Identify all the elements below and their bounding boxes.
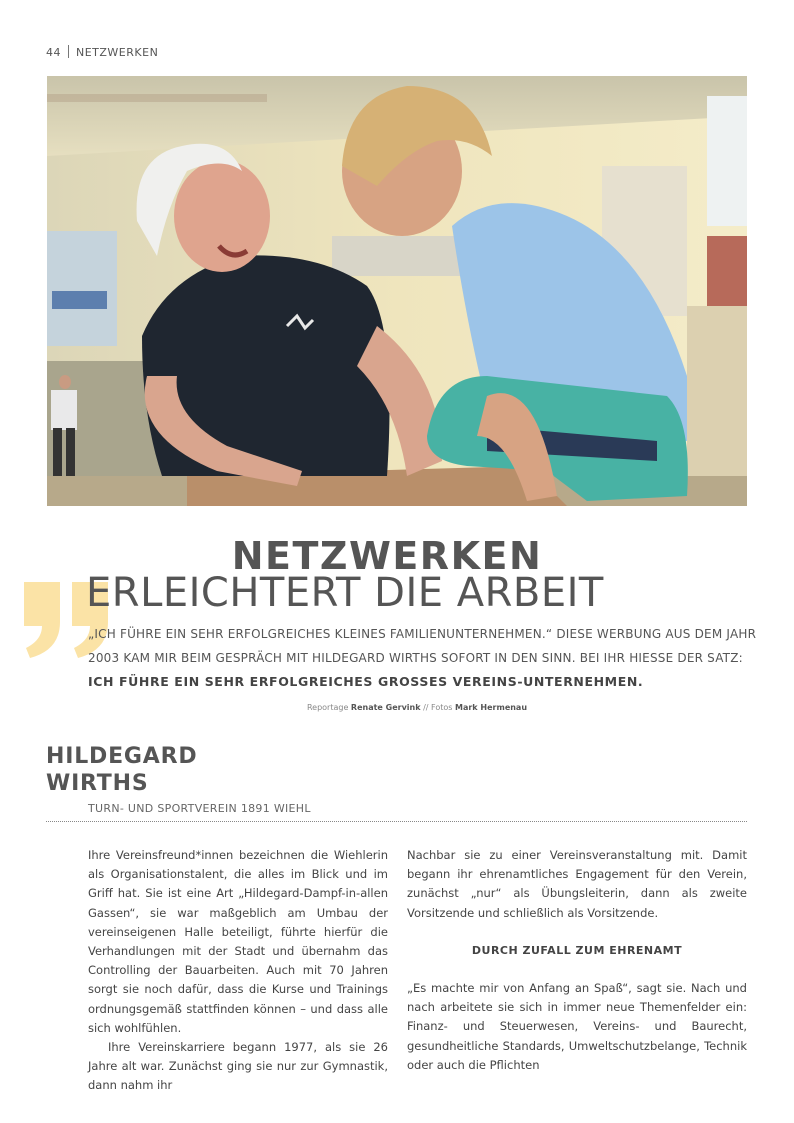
headline-line-1: NETZWERKEN [231, 534, 543, 578]
lead-line-3: ICH FÜHRE EIN SEHR ERFOLGREICHES GROSSES VEREINS-UNTERNEHMEN. [88, 674, 644, 689]
person-name [46, 743, 197, 797]
photographer-name: Mark Hermenau [455, 703, 528, 712]
running-header [46, 45, 158, 59]
body-paragraph: Ihre Vereinskarriere begann 1977, als sie 26 Jahre alt war. Zunächst ging sie nur zur Gymnastik, dann nahm ihr [88, 1040, 388, 1093]
byline-separator: // [423, 703, 429, 712]
fotos-label: Fotos [431, 703, 453, 712]
page-number: 44 [46, 46, 61, 59]
header-divider [68, 45, 69, 58]
person-first-name: HILDEGARD [46, 744, 198, 769]
byline [0, 703, 794, 712]
person-last-name: WIRTHS [46, 771, 149, 796]
body-column-right [407, 846, 747, 1075]
headline-line-2: ERLEICHTERT DIE ARBEIT [86, 570, 604, 616]
author-name: Renate Gervink [350, 703, 421, 712]
lead-line-2: 2003 KAM MIR BEIM GESPRÄCH MIT HILDEGARD WIRTHS SOFORT IN DEN SINN. BEI IHR HIESSE DER SATZ: [88, 651, 743, 665]
body-paragraph: Nachbar sie zu einer Vereinsveranstaltung mit. Damit begann ihr ehrenamtliches Engagement für den Verein, zunächst „nur“ als Übungsleiterin, dann als zweite Vorsitzende und schließlich als Vorsitzende. [407, 848, 747, 920]
subheading: DURCH ZUFALL ZUM EHRENAMT [471, 943, 683, 957]
body-column-left [88, 846, 388, 1096]
body-paragraph: Ihre Vereinsfreund*innen bezeichnen die Wiehlerin als Organisationstalent, die alles im Blick und im Griff hat. Sie ist eine Art „Hildegard-Dampf-in-allen Gassen“, sie war maßgeblich am Umbau der vereinseigenen Halle beteiligt, führte hierfür die Verhandlungen mit der Stadt und übernahm das Controlling der Bauarbeiten. Auch mit 70 Jahren sorgt sie noch dafür, dass die Kurse und Trainings ordnungsgemäß stattfinden können – und dass alle sich wohlfühlen. [88, 848, 388, 1035]
lead-line-1: „ICH FÜHRE EIN SEHR ERFOLGREICHES KLEINES FAMILIENUNTERNEHMEN.“ DIESE WERBUNG AUS DEM JAHR [88, 627, 757, 641]
club-name: TURN- UND SPORTVEREIN 1891 WIEHL [88, 802, 311, 815]
reportage-label: Reportage [306, 703, 349, 712]
section-name: NETZWERKEN [76, 46, 159, 59]
body-paragraph: „Es machte mir von Anfang an Spaß“, sagt sie. Nach und nach arbeitete sie sich in immer neue Themenfelder ein: Finanz- und Steuerwesen, Vereins- und Baurecht, gesundheitliche Standards, Umweltschutzbelange, Technik oder auch die Pflichten [407, 981, 747, 1072]
lead-paragraph [88, 622, 768, 694]
dotted-divider [46, 821, 747, 822]
hero-photo [47, 76, 747, 506]
